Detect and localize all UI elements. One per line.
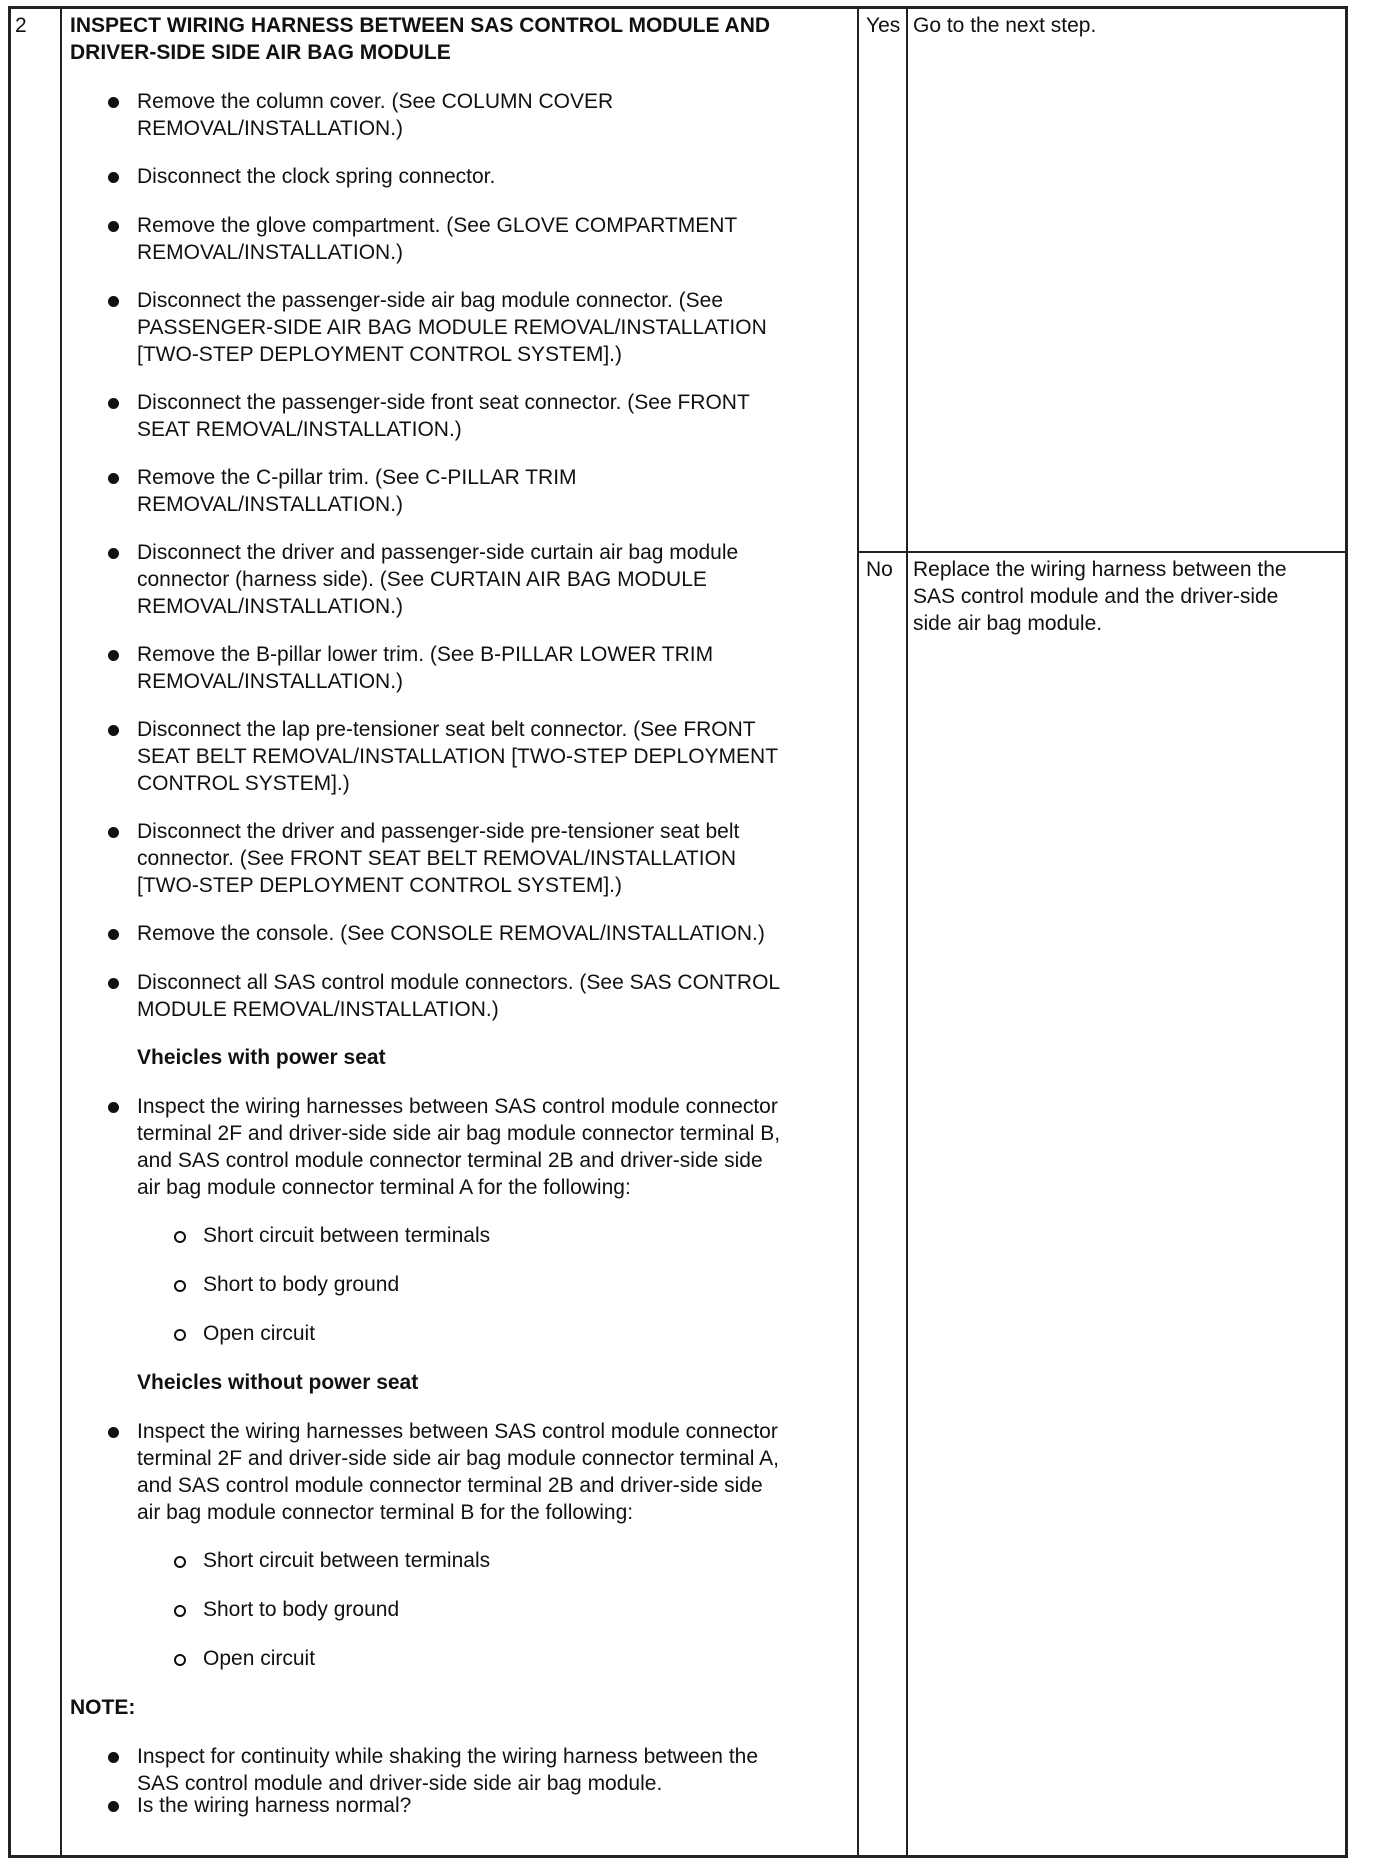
step-item-text: REMOVAL/INSTALLATION.) [137, 117, 404, 140]
step-item-text: Disconnect the driver and passenger-side pre-tensioner seat belt [137, 820, 740, 843]
column-divider-result [857, 9, 859, 1855]
step-item-text: connector (harness side). (See CURTAIN AIR BAG MODULE [137, 568, 707, 591]
step-item-text: Disconnect all SAS control module connectors. (See SAS CONTROL [137, 971, 781, 994]
inspect-text: Inspect the wiring harnesses between SAS control module connector [137, 1095, 778, 1118]
check-item-text: Short to body ground [203, 1273, 400, 1296]
inspect-text: air bag module connector terminal A for the following: [137, 1176, 631, 1199]
step-item-text: SEAT BELT REMOVAL/INSTALLATION [TWO-STEP DEPLOYMENT [137, 745, 779, 768]
bullet-icon [108, 97, 119, 108]
circle-bullet-icon [174, 1329, 186, 1341]
inspect-text: Inspect the wiring harnesses between SAS control module connector [137, 1420, 778, 1443]
note-item-text: Inspect for continuity while shaking the wiring harness between the [137, 1745, 759, 1768]
step-item-text: REMOVAL/INSTALLATION.) [137, 670, 404, 693]
bullet-icon [108, 978, 119, 989]
bullet-icon [108, 1102, 119, 1113]
check-item-text: Short to body ground [203, 1598, 400, 1621]
step-item-text: REMOVAL/INSTALLATION.) [137, 241, 404, 264]
step-item-text: Disconnect the passenger-side front seat connector. (See FRONT [137, 391, 750, 414]
column-divider-step [60, 9, 62, 1855]
result-yes-action: Go to the next step. [913, 14, 1097, 37]
step-item-text: REMOVAL/INSTALLATION.) [137, 595, 404, 618]
step-item-text: MODULE REMOVAL/INSTALLATION.) [137, 998, 499, 1021]
bullet-icon [108, 1801, 119, 1812]
result-no-action-line-2: SAS control module and the driver-side [913, 585, 1279, 608]
result-yes-label: Yes [866, 14, 901, 37]
result-no-action-line-3: side air bag module. [913, 612, 1103, 635]
step-item-text: SEAT REMOVAL/INSTALLATION.) [137, 418, 462, 441]
step-title-line-2: DRIVER-SIDE SIDE AIR BAG MODULE [70, 41, 451, 64]
note-label: NOTE: [70, 1696, 136, 1719]
section-heading: Vheicles with power seat [137, 1046, 386, 1069]
step-item-text: Disconnect the passenger-side air bag module connector. (See [137, 289, 724, 312]
inspect-text: and SAS control module connector terminal 2B and driver-side side [137, 1149, 763, 1172]
bullet-icon [108, 548, 119, 559]
step-item-text: Remove the console. (See CONSOLE REMOVAL/INSTALLATION.) [137, 922, 765, 945]
step-item-text: connector. (See FRONT SEAT BELT REMOVAL/INSTALLATION [137, 847, 737, 870]
step-item-text: Remove the B-pillar lower trim. (See B-PILLAR LOWER TRIM [137, 643, 714, 666]
step-item-text: Disconnect the clock spring connector. [137, 165, 496, 188]
step-title-line-1: INSPECT WIRING HARNESS BETWEEN SAS CONTROL MODULE AND [70, 14, 771, 37]
bullet-icon [108, 929, 119, 940]
inspect-text: terminal 2F and driver-side side air bag module connector terminal B, [137, 1122, 781, 1145]
inspect-text: terminal 2F and driver-side side air bag module connector terminal A, [137, 1447, 779, 1470]
bullet-icon [108, 221, 119, 232]
step-number: 2 [15, 14, 27, 37]
check-item-text: Open circuit [203, 1322, 316, 1345]
step-item-text: REMOVAL/INSTALLATION.) [137, 493, 404, 516]
bullet-icon [108, 172, 119, 183]
bullet-icon [108, 650, 119, 661]
check-item-text: Short circuit between terminals [203, 1224, 491, 1247]
note-item-text: Is the wiring harness normal? [137, 1794, 412, 1817]
bullet-icon [108, 1427, 119, 1438]
step-item-text: PASSENGER-SIDE AIR BAG MODULE REMOVAL/INSTALLATION [137, 316, 767, 339]
bullet-icon [108, 827, 119, 838]
step-item-text: Remove the column cover. (See COLUMN COVER [137, 90, 614, 113]
circle-bullet-icon [174, 1231, 186, 1243]
step-item-text: Remove the glove compartment. (See GLOVE COMPARTMENT [137, 214, 738, 237]
bullet-icon [108, 473, 119, 484]
inspect-text: air bag module connector terminal B for the following: [137, 1501, 634, 1524]
step-item-text: [TWO-STEP DEPLOYMENT CONTROL SYSTEM].) [137, 343, 622, 366]
bullet-icon [108, 1752, 119, 1763]
column-divider-action [906, 9, 908, 1855]
circle-bullet-icon [174, 1654, 186, 1666]
circle-bullet-icon [174, 1280, 186, 1292]
step-item-text: CONTROL SYSTEM].) [137, 772, 350, 795]
step-item-text: [TWO-STEP DEPLOYMENT CONTROL SYSTEM].) [137, 874, 622, 897]
step-item-text: Disconnect the driver and passenger-side curtain air bag module [137, 541, 739, 564]
bullet-icon [108, 725, 119, 736]
step-item-text: Remove the C-pillar trim. (See C-PILLAR TRIM [137, 466, 577, 489]
circle-bullet-icon [174, 1605, 186, 1617]
inspect-text: and SAS control module connector terminal 2B and driver-side side [137, 1474, 763, 1497]
check-item-text: Short circuit between terminals [203, 1549, 491, 1572]
note-item-text: SAS control module and driver-side side air bag module. [137, 1772, 663, 1795]
step-item-text: Disconnect the lap pre-tensioner seat belt connector. (See FRONT [137, 718, 756, 741]
bullet-icon [108, 296, 119, 307]
row-divider-yes-no [857, 551, 1345, 553]
result-no-action-line-1: Replace the wiring harness between the [913, 558, 1287, 581]
bullet-icon [108, 398, 119, 409]
circle-bullet-icon [174, 1556, 186, 1568]
result-no-label: No [866, 558, 893, 581]
check-item-text: Open circuit [203, 1647, 316, 1670]
section-heading: Vheicles without power seat [137, 1371, 419, 1394]
